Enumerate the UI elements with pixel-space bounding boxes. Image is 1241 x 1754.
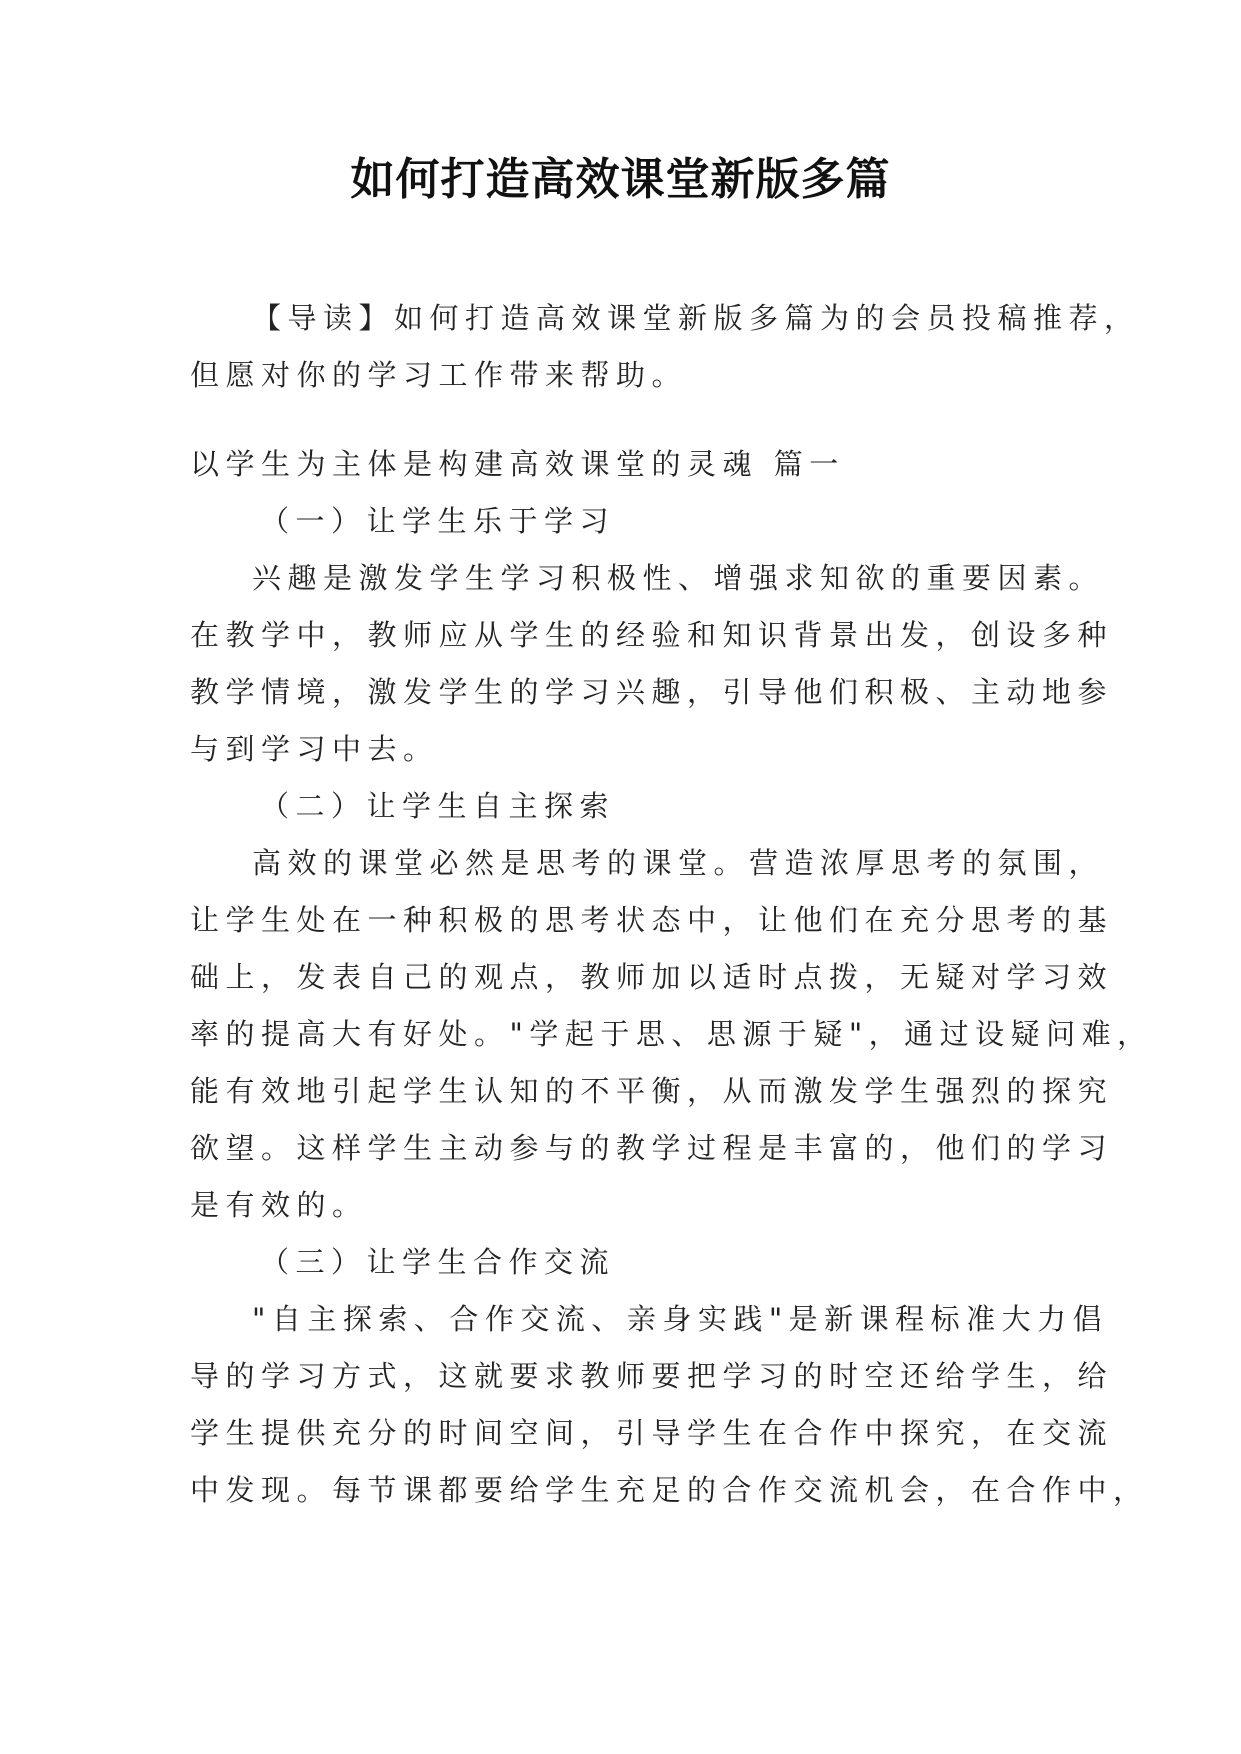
intro-paragraph — [190, 290, 1140, 404]
paragraph-line: 欲望。这样学生主动参与的教学过程是丰富的，他们的学习 — [190, 1131, 1114, 1165]
subheading: （三）让学生合作交流 — [260, 1245, 616, 1279]
paragraph-line: 中发现。每节课都要给学生充足的合作交流机会，在合作中， — [190, 1473, 1149, 1507]
intro-line: 但愿对你的学习工作带来帮助。 — [190, 358, 688, 392]
section-body — [190, 436, 1153, 1519]
paragraph-line: 能有效地引起学生认知的不平衡，从而激发学生强烈的探究 — [190, 1074, 1114, 1108]
paragraph-line: 学生提供充分的时间空间，引导学生在合作中探究，在交流 — [190, 1416, 1114, 1450]
paragraph-line: 在教学中，教师应从学生的经验和知识背景出发，创设多种 — [190, 618, 1114, 652]
intro-line: 【导读】如何打造高效课堂新版多篇为的会员投稿推荐， — [252, 301, 1140, 335]
paragraph-line: 教学情境，激发学生的学习兴趣，引导他们积极、主动地参 — [190, 675, 1114, 709]
paragraph-line: 础上，发表自己的观点，教师加以适时点拨，无疑对学习效 — [190, 960, 1114, 994]
paragraph-line: 高效的课堂必然是思考的课堂。营造浓厚思考的氛围， — [252, 846, 1105, 880]
subheading: （二）让学生自主探索 — [260, 789, 616, 823]
paragraph-line: 让学生处在一种积极的思考状态中，让他们在充分思考的基 — [190, 903, 1114, 937]
paragraph-line: 率的提高大有好处。"学起于思、思源于疑"，通过设疑问难， — [190, 1017, 1153, 1051]
paragraph-line: 与到学习中去。 — [190, 732, 439, 766]
paragraph-line: 导的学习方式，这就要求教师要把学习的时空还给学生，给 — [190, 1359, 1114, 1393]
paragraph-line: 兴趣是激发学生学习积极性、增强求知欲的重要因素。 — [252, 561, 1105, 595]
section-heading: 以学生为主体是构建高效课堂的灵魂 篇一 — [190, 447, 845, 481]
subheading: （一）让学生乐于学习 — [260, 504, 616, 538]
paragraph-line: 是有效的。 — [190, 1188, 368, 1222]
paragraph-line: "自主探索、合作交流、亲身实践"是新课程标准大力倡 — [252, 1302, 1109, 1336]
document-title: 如何打造高效课堂新版多篇 — [350, 154, 891, 205]
